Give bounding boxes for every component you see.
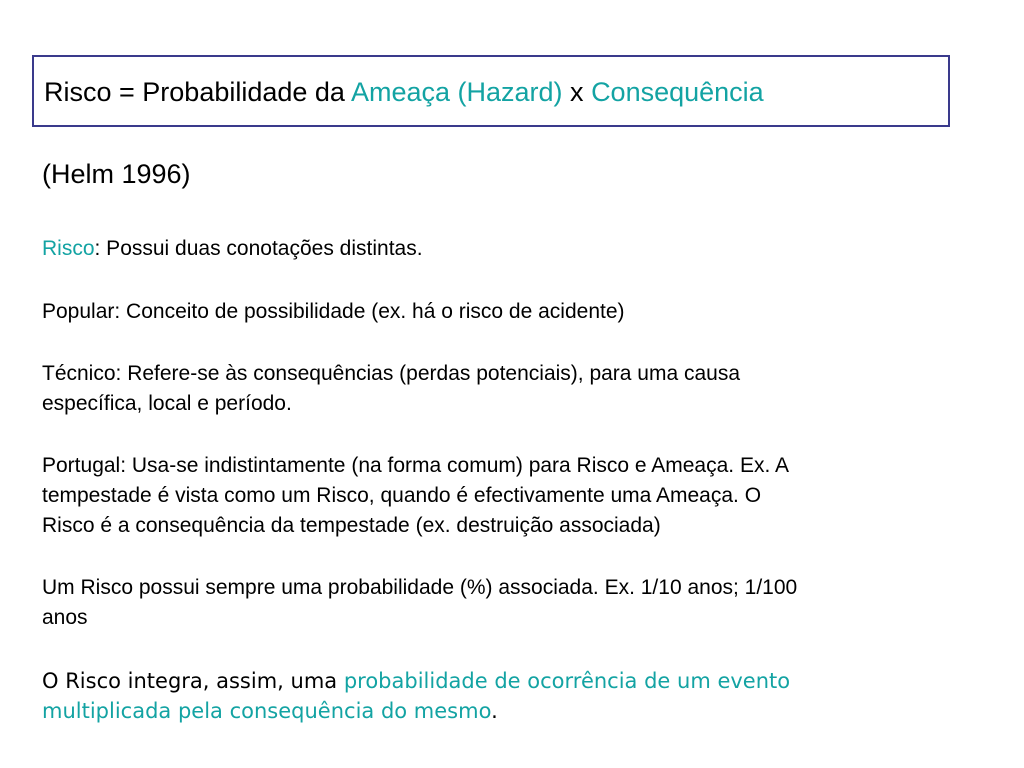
portugal-paragraph	[42, 451, 982, 541]
risco-definition-text: : Possui duas conotações distintas.	[94, 237, 423, 260]
tecnico-paragraph	[42, 359, 982, 419]
conclusion-highlight: multiplicada pela consequência do mesmo	[42, 699, 492, 723]
formula-times: x	[562, 77, 592, 107]
portugal-line: Portugal: Usa-se indistintamente (na forma comum) para Risco e Ameaça. Ex. A	[42, 454, 789, 477]
citation: (Helm 1996)	[42, 159, 191, 189]
probabilidade-line: anos	[42, 606, 88, 629]
tecnico-line: específica, local e período.	[42, 392, 292, 415]
probabilidade-paragraph	[42, 573, 982, 633]
risco-definition	[42, 234, 982, 264]
portugal-line: Risco é a consequência da tempestade (ex. destruição associada)	[42, 514, 661, 537]
formula-prefix: Risco = Probabilidade da	[44, 77, 351, 107]
formula-hazard: Ameaça (Hazard)	[350, 77, 563, 107]
formula-box	[32, 55, 950, 127]
tecnico-line: Técnico: Refere-se às consequências (perdas potenciais), para uma causa	[42, 362, 741, 385]
formula-heading	[44, 76, 764, 108]
formula-consequence: Consequência	[591, 77, 764, 107]
probabilidade-line: Um Risco possui sempre uma probabilidade (%) associada. Ex. 1/10 anos; 1/100	[42, 576, 798, 599]
conclusion-suffix: .	[491, 699, 498, 723]
portugal-line: tempestade é vista como um Risco, quando é efectivamente uma Ameaça. O	[42, 484, 762, 507]
conclusion-highlight: probabilidade de ocorrência de um evento	[343, 669, 791, 693]
conclusion-paragraph	[42, 666, 922, 726]
risco-term: Risco	[42, 237, 95, 260]
conclusion-line	[42, 696, 922, 726]
conclusion-prefix: O Risco integra, assim, uma	[42, 669, 344, 693]
popular-paragraph: Popular: Conceito de possibilidade (ex. há o risco de acidente)	[42, 300, 625, 323]
conclusion-line	[42, 666, 922, 696]
